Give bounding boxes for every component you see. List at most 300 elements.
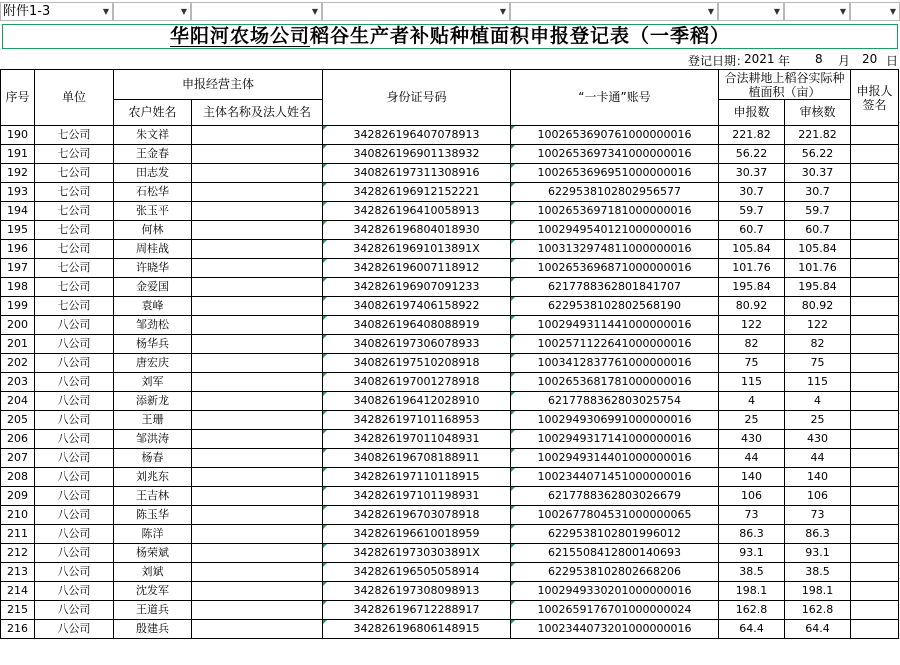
table-row [1,487,899,506]
cell-farmer-name[interactable]: 周桂战 [114,240,192,259]
table-row [1,145,899,164]
cell-seq[interactable]: 202 [1,354,35,373]
cell-declared[interactable]: 80.92 [719,297,785,316]
cell-seq[interactable]: 210 [1,506,35,525]
cell-seq[interactable]: 211 [1,525,35,544]
title-subject: 稻谷生产者补贴种植面积申报登记表（一季稻） [310,25,731,47]
cell-verified[interactable]: 30.37 [785,164,851,183]
cell-farmer-name[interactable]: 张玉平 [114,202,192,221]
dropdown-arrow-icon[interactable]: ▼ [773,7,781,16]
cell-declared[interactable]: 430 [719,430,785,449]
cell-unit[interactable]: 八公司 [35,487,114,506]
cell-seq[interactable]: 209 [1,487,35,506]
cell-card-account[interactable]: 6217788362801841707 [511,278,719,297]
cell-verified[interactable]: 25 [785,411,851,430]
cell-unit[interactable]: 七公司 [35,278,114,297]
cell-verified[interactable]: 101.76 [785,259,851,278]
table-row [1,335,899,354]
cell-seq[interactable]: 214 [1,582,35,601]
cell-farmer-name[interactable]: 刘军 [114,373,192,392]
cell-verified[interactable]: 195.84 [785,278,851,297]
cell-card-account[interactable]: 1002949330201000000016 [511,582,719,601]
cell-id-number[interactable]: 342826196912152221 [323,183,511,202]
cell-entity-name[interactable] [192,354,323,373]
cell-card-account[interactable]: 6229538102802668206 [511,563,719,582]
cell-id-number[interactable]: 342826196910138​91X [323,240,511,259]
dropdown-arrow-icon[interactable]: ▼ [102,7,110,16]
cell-farmer-name[interactable]: 王道兵 [114,601,192,620]
cell-entity-name[interactable] [192,544,323,563]
cell-card-account[interactable]: 1002949306991000000016 [511,411,719,430]
cell-entity-name[interactable] [192,183,323,202]
cell-farmer-name[interactable]: 朱文祥 [114,126,192,145]
cell-farmer-name[interactable]: 邹洪涛 [114,430,192,449]
cell-id-number[interactable]: 340826197311308916 [323,164,511,183]
cell-declared[interactable]: 73 [719,506,785,525]
header-entity-name: 主体名称及法人姓名 [192,100,323,126]
cell-id-number[interactable]: 342826197110118915 [323,468,511,487]
cell-declared[interactable]: 56.22 [719,145,785,164]
cell-verified[interactable]: 73 [785,506,851,525]
cell-unit[interactable]: 八公司 [35,411,114,430]
date-year: 2021 [744,52,775,66]
cell-entity-name[interactable] [192,525,323,544]
cell-seq[interactable]: 195 [1,221,35,240]
cell-farmer-name[interactable]: 杨华兵 [114,335,192,354]
cell-declared[interactable]: 101.76 [719,259,785,278]
cell-card-account[interactable]: 1002653696871000000016 [511,259,719,278]
cell-seq[interactable]: 194 [1,202,35,221]
table-row [1,202,899,221]
cell-entity-name[interactable] [192,601,323,620]
cell-id-number[interactable]: 342826196907091233 [323,278,511,297]
cell-signature[interactable] [851,316,899,335]
cell-verified[interactable]: 75 [785,354,851,373]
cell-id-number[interactable]: 340826196708188911 [323,449,511,468]
cell-signature[interactable] [851,620,899,639]
cell-unit[interactable]: 八公司 [35,620,114,639]
cell-unit[interactable]: 七公司 [35,259,114,278]
cell-farmer-name[interactable]: 添新龙 [114,392,192,411]
cell-declared[interactable]: 25 [719,411,785,430]
cell-entity-name[interactable] [192,373,323,392]
cell-unit[interactable]: 八公司 [35,316,114,335]
cell-signature[interactable] [851,582,899,601]
cell-entity-name[interactable] [192,240,323,259]
table-row [1,278,899,297]
cell-entity-name[interactable] [192,278,323,297]
cell-id-number[interactable]: 342826196505058914 [323,563,511,582]
cell-id-number[interactable]: 340826197510208918 [323,354,511,373]
cell-id-number[interactable]: 342826197011048931 [323,430,511,449]
cell-verified[interactable]: 80.92 [785,297,851,316]
cell-id-number[interactable]: 34282619730303891X [323,544,511,563]
cell-id-number[interactable]: 342826197101168953 [323,411,511,430]
cell-signature[interactable] [851,278,899,297]
cell-signature[interactable] [851,259,899,278]
cell-farmer-name[interactable]: 金爱国 [114,278,192,297]
cell-seq[interactable]: 193 [1,183,35,202]
cell-farmer-name[interactable]: 许晓华 [114,259,192,278]
cell-unit[interactable]: 八公司 [35,506,114,525]
cell-farmer-name[interactable]: 石松华 [114,183,192,202]
cell-seq[interactable]: 198 [1,278,35,297]
cell-declared[interactable]: 44 [719,449,785,468]
cell-signature[interactable] [851,183,899,202]
cell-signature[interactable] [851,392,899,411]
cell-card-account[interactable]: 6229538102801996012 [511,525,719,544]
cell-signature[interactable] [851,297,899,316]
cell-card-account[interactable]: 1003132974811000000016 [511,240,719,259]
cell-id-number[interactable]: 340826197001278918 [323,373,511,392]
cell-card-account[interactable]: 6217788362803025754 [511,392,719,411]
cell-declared[interactable]: 59.7 [719,202,785,221]
cell-signature[interactable] [851,126,899,145]
cell-declared[interactable]: 64.4 [719,620,785,639]
cell-card-account[interactable]: 1002653681781000000016 [511,373,719,392]
cell-signature[interactable] [851,411,899,430]
cell-signature[interactable] [851,449,899,468]
cell-entity-name[interactable] [192,563,323,582]
cell-unit[interactable]: 八公司 [35,582,114,601]
date-bar [0,50,900,68]
cell-verified[interactable]: 59.7 [785,202,851,221]
cell-entity-name[interactable] [192,620,323,639]
cell-farmer-name[interactable]: 陈玉华 [114,506,192,525]
table-row [1,563,899,582]
cell-card-account[interactable]: 1002653696951000000016 [511,164,719,183]
cell-card-account[interactable]: 1002949540121000000016 [511,221,719,240]
cell-verified[interactable]: 86.3 [785,525,851,544]
cell-unit[interactable]: 八公司 [35,354,114,373]
cell-declared[interactable]: 93.1 [719,544,785,563]
cell-entity-name[interactable] [192,126,323,145]
cell-seq[interactable]: 192 [1,164,35,183]
cell-declared[interactable]: 162.8 [719,601,785,620]
cell-farmer-name[interactable]: 何林 [114,221,192,240]
cell-unit[interactable]: 七公司 [35,202,114,221]
cell-farmer-name[interactable]: 刘斌 [114,563,192,582]
cell-declared[interactable]: 195.84 [719,278,785,297]
table-row [1,164,899,183]
cell-declared[interactable]: 221.82 [719,126,785,145]
cell-unit[interactable]: 七公司 [35,145,114,164]
cell-card-account[interactable]: 1002653690761000000016 [511,126,719,145]
cell-unit[interactable]: 八公司 [35,392,114,411]
cell-seq[interactable]: 199 [1,297,35,316]
cell-signature[interactable] [851,430,899,449]
cell-signature[interactable] [851,335,899,354]
header-card: “一卡通”账号 [511,70,719,126]
cell-seq[interactable]: 205 [1,411,35,430]
cell-declared[interactable]: 38.5 [719,563,785,582]
cell-farmer-name[interactable]: 沈发军 [114,582,192,601]
cell-id-number[interactable]: 342826197101198931 [323,487,511,506]
cell-unit[interactable]: 八公司 [35,544,114,563]
cell-declared[interactable]: 82 [719,335,785,354]
cell-signature[interactable] [851,468,899,487]
cell-id-number[interactable]: 340826197306078933 [323,335,511,354]
cell-verified[interactable]: 4 [785,392,851,411]
cell-id-number[interactable]: 342826196007118912 [323,259,511,278]
cell-declared[interactable]: 140 [719,468,785,487]
header-entity: 申报经营主体 [114,70,323,100]
table-row [1,373,899,392]
table-row [1,525,899,544]
cell-card-account[interactable]: 1002344071451000000016 [511,468,719,487]
cell-id-number[interactable]: 340826196901138932 [323,145,511,164]
cell-unit[interactable]: 七公司 [35,221,114,240]
cell-seq[interactable]: 197 [1,259,35,278]
cell-farmer-name[interactable]: 邹劲松 [114,316,192,335]
cell-card-account[interactable]: 1002677804531000000065 [511,506,719,525]
cell-seq[interactable]: 212 [1,544,35,563]
page-title [0,22,900,50]
cell-declared[interactable]: 75 [719,354,785,373]
cell-card-account[interactable]: 1003412837761000000016 [511,354,719,373]
cell-card-account[interactable]: 1002949314401000000016 [511,449,719,468]
cell-declared[interactable]: 115 [719,373,785,392]
header-farmer: 农户姓名 [114,100,192,126]
cell-unit[interactable]: 八公司 [35,601,114,620]
cell-verified[interactable]: 221.82 [785,126,851,145]
cell-declared[interactable]: 30.37 [719,164,785,183]
cell-declared[interactable]: 60.7 [719,221,785,240]
table-row [1,430,899,449]
cell-card-account[interactable]: 6217788362803026679 [511,487,719,506]
cell-id-number[interactable]: 342826196703078918 [323,506,511,525]
cell-entity-name[interactable] [192,506,323,525]
table-row [1,221,899,240]
cell-verified[interactable]: 44 [785,449,851,468]
cell-declared[interactable]: 122 [719,316,785,335]
cell-unit[interactable]: 八公司 [35,373,114,392]
cell-signature[interactable] [851,487,899,506]
cell-unit[interactable]: 八公司 [35,468,114,487]
cell-id-number[interactable]: 342826196407078913 [323,126,511,145]
filter-cell-seq[interactable] [0,2,113,21]
dropdown-arrow-icon[interactable]: ▼ [889,7,897,16]
cell-unit[interactable]: 七公司 [35,240,114,259]
cell-unit[interactable]: 七公司 [35,126,114,145]
cell-declared[interactable]: 105.84 [719,240,785,259]
table-row [1,582,899,601]
table-row [1,392,899,411]
table-row [1,316,899,335]
date-month-unit: 月 [838,54,851,68]
cell-verified[interactable]: 122 [785,316,851,335]
cell-verified[interactable]: 198.1 [785,582,851,601]
filter-cell-entity[interactable] [191,2,322,21]
cell-entity-name[interactable] [192,468,323,487]
cell-verified[interactable]: 105.84 [785,240,851,259]
cell-card-account[interactable]: 1002949317141000000016 [511,430,719,449]
header-verified: 审核数 [785,100,851,126]
cell-farmer-name[interactable]: 唐宏庆 [114,354,192,373]
dropdown-arrow-icon[interactable]: ▼ [499,7,507,16]
cell-signature[interactable] [851,601,899,620]
cell-farmer-name[interactable]: 刘兆东 [114,468,192,487]
cell-signature[interactable] [851,506,899,525]
dropdown-arrow-icon[interactable]: ▼ [707,7,715,16]
cell-verified[interactable]: 60.7 [785,221,851,240]
cell-signature[interactable] [851,145,899,164]
cell-entity-name[interactable] [192,430,323,449]
cell-signature[interactable] [851,373,899,392]
cell-signature[interactable] [851,221,899,240]
table-row [1,544,899,563]
cell-declared[interactable]: 106 [719,487,785,506]
cell-unit[interactable]: 八公司 [35,449,114,468]
cell-unit[interactable]: 七公司 [35,164,114,183]
cell-verified[interactable]: 430 [785,430,851,449]
filter-cell-verified[interactable] [784,2,850,21]
cell-entity-name[interactable] [192,164,323,183]
cell-card-account[interactable]: 1002653697181000000016 [511,202,719,221]
cell-verified[interactable]: 56.22 [785,145,851,164]
cell-seq[interactable]: 201 [1,335,35,354]
cell-declared[interactable]: 30.7 [719,183,785,202]
cell-card-account[interactable]: 6215508412800140693 [511,544,719,563]
table-row [1,240,899,259]
filter-row [0,0,900,24]
cell-farmer-name[interactable]: 杨春 [114,449,192,468]
cell-signature[interactable] [851,202,899,221]
filter-cell-unit[interactable] [113,2,191,21]
cell-farmer-name[interactable]: 杨荣斌 [114,544,192,563]
cell-entity-name[interactable] [192,202,323,221]
cell-signature[interactable] [851,544,899,563]
cell-id-number[interactable]: 342826197308098913 [323,582,511,601]
cell-unit[interactable]: 八公司 [35,563,114,582]
cell-seq[interactable]: 190 [1,126,35,145]
dropdown-arrow-icon[interactable]: ▼ [311,7,319,16]
table-row [1,468,899,487]
cell-id-number[interactable]: 342826196712288917 [323,601,511,620]
cell-seq[interactable]: 208 [1,468,35,487]
cell-unit[interactable]: 八公司 [35,430,114,449]
cell-verified[interactable]: 64.4 [785,620,851,639]
cell-entity-name[interactable] [192,411,323,430]
cell-declared[interactable]: 86.3 [719,525,785,544]
cell-verified[interactable]: 140 [785,468,851,487]
cell-entity-name[interactable] [192,221,323,240]
dropdown-arrow-icon[interactable]: ▼ [839,7,847,16]
cell-entity-name[interactable] [192,335,323,354]
cell-verified[interactable]: 38.5 [785,563,851,582]
cell-card-account[interactable]: 1002949311441000000016 [511,316,719,335]
cell-unit[interactable]: 八公司 [35,525,114,544]
cell-seq[interactable]: 200 [1,316,35,335]
header-area: 合法耕地上稻谷实际种植面积（亩） [719,70,851,100]
cell-verified[interactable]: 162.8 [785,601,851,620]
cell-verified[interactable]: 93.1 [785,544,851,563]
cell-id-number[interactable]: 342826196804018930 [323,221,511,240]
cell-farmer-name[interactable]: 王吉林 [114,487,192,506]
cell-farmer-name[interactable]: 王珊 [114,411,192,430]
filter-cell-id[interactable] [322,2,510,21]
dropdown-arrow-icon[interactable]: ▼ [180,7,188,16]
cell-unit[interactable]: 七公司 [35,183,114,202]
cell-farmer-name[interactable]: 殷建兵 [114,620,192,639]
cell-entity-name[interactable] [192,259,323,278]
cell-verified[interactable]: 106 [785,487,851,506]
cell-card-account[interactable]: 6229538102802956577 [511,183,719,202]
cell-entity-name[interactable] [192,145,323,164]
cell-seq[interactable]: 203 [1,373,35,392]
cell-declared[interactable]: 4 [719,392,785,411]
table-row [1,449,899,468]
cell-id-number[interactable]: 342826196806148915 [323,620,511,639]
cell-verified[interactable]: 82 [785,335,851,354]
cell-entity-name[interactable] [192,297,323,316]
cell-seq[interactable]: 196 [1,240,35,259]
cell-entity-name[interactable] [192,316,323,335]
cell-farmer-name[interactable]: 袁峰 [114,297,192,316]
cell-unit[interactable]: 七公司 [35,297,114,316]
cell-verified[interactable]: 30.7 [785,183,851,202]
cell-card-account[interactable]: 1002653697341000000016 [511,145,719,164]
cell-seq[interactable]: 204 [1,392,35,411]
cell-id-number[interactable]: 342826196410058913 [323,202,511,221]
cell-id-number[interactable]: 342826196610018959 [323,525,511,544]
cell-seq[interactable]: 213 [1,563,35,582]
cell-id-number[interactable]: 340826196408088919 [323,316,511,335]
cell-signature[interactable] [851,563,899,582]
filter-cell-declared[interactable] [718,2,784,21]
cell-entity-name[interactable] [192,449,323,468]
cell-card-account[interactable]: 1002659176701000000024 [511,601,719,620]
table-row [1,620,899,639]
cell-entity-name[interactable] [192,487,323,506]
cell-unit[interactable]: 八公司 [35,335,114,354]
cell-declared[interactable]: 198.1 [719,582,785,601]
cell-id-number[interactable]: 340826196412028910 [323,392,511,411]
cell-card-account[interactable]: 1002344073201000000016 [511,620,719,639]
cell-card-account[interactable]: 6229538102802568190 [511,297,719,316]
cell-seq[interactable]: 191 [1,145,35,164]
cell-signature[interactable] [851,354,899,373]
cell-farmer-name[interactable]: 田志发 [114,164,192,183]
filter-cell-signature[interactable] [850,2,900,21]
date-year-unit: 年 [778,54,791,68]
filter-cell-card[interactable] [510,2,718,21]
cell-seq[interactable]: 206 [1,430,35,449]
cell-id-number[interactable]: 340826197406158922 [323,297,511,316]
table-row [1,126,899,145]
cell-signature[interactable] [851,164,899,183]
cell-farmer-name[interactable]: 陈洋 [114,525,192,544]
cell-seq[interactable]: 215 [1,601,35,620]
date-month: 8 [815,52,823,66]
cell-entity-name[interactable] [192,582,323,601]
cell-entity-name[interactable] [192,392,323,411]
cell-farmer-name[interactable]: 王金春 [114,145,192,164]
cell-seq[interactable]: 207 [1,449,35,468]
header-signature: 申报人签名 [851,70,899,126]
table-row [1,297,899,316]
company-name: 华阳河农场公司 [169,25,310,47]
header-unit: 单位 [35,70,114,126]
cell-card-account[interactable]: 1002571122641000000016 [511,335,719,354]
table-row [1,183,899,202]
cell-verified[interactable]: 115 [785,373,851,392]
date-day: 20 [862,52,878,66]
cell-signature[interactable] [851,240,899,259]
cell-seq[interactable]: 216 [1,620,35,639]
table-row [1,411,899,430]
cell-signature[interactable] [851,525,899,544]
